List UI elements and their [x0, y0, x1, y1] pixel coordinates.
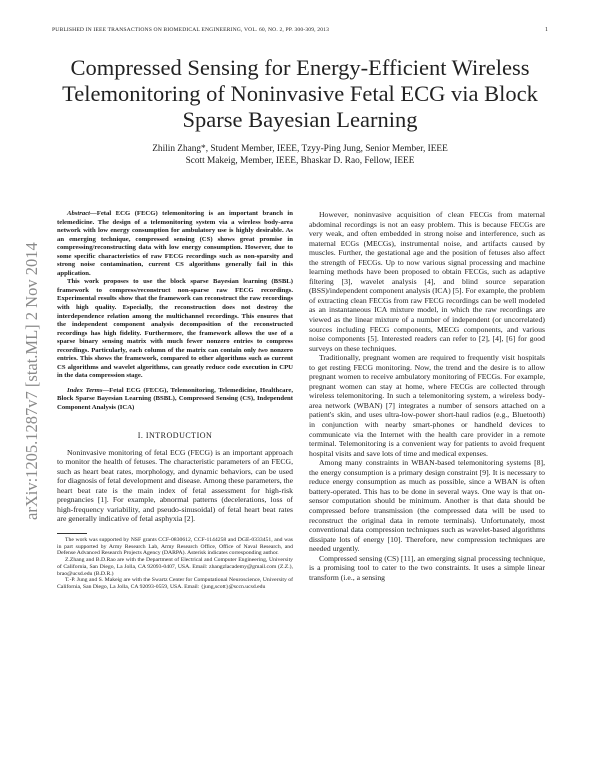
body-paragraph-4: Among many constraints in WBAN-based telemonitoring systems [8], the energy consumption is a primary design constraint [9]. It is necessary to reduce energy consumption as much as possible, since a WBAN is often battery-operated. This has to be done in several ways. One way is that on-sensor computation should be minimum. Another is that data should be compressed before transmission (the compressed data will be used to reconstruct the original data in remote terminals). Unfortunately, most conventional data compression techniques such as wavelet-based algorithms dissipate lots of energy [10]. Therefore, new compression techniques are needed urgently.	[309, 458, 545, 554]
body-paragraph-3: Traditionally, pregnant women are required to frequently visit hospitals to get resting FECG monitoring. Now, the trend and the desire is to allow pregnant women to receive ambulatory monitoring of FECGs. For example, pregnant women can stay at home, where FECGs are collected through wireless telemonitoring. In such a telemonitoring system, a wireless body-area network (WBAN) [7] integrates a number of sensors attached on a patient's skin, and uses ultra-low-power short-haul radios (e.g., Bluetooth) in conjunction with nearby smart-phones or handheld devices to communicate via the Internet with the health care provider in a remote terminal. Telemonitoring is a convenient way for patients to avoid frequent hospital visits and save lots of time and medical expenses.	[309, 353, 545, 458]
body-paragraph-2: However, noninvasive acquisition of clean FECGs from maternal abdominal recordings is not an easy problem. This is because FECGs are very weak, and often embedded in strong noise and interference, such as maternal ECGs (MECGs), instrumental noise, and artifacts caused by muscles. Further, the gestational age and the position of fetuses also affect the strength of FECGs. Up to now various signal processing and machine learning methods have been proposed to obtain FECGs, such as adaptive filtering [3], wavelet analysis [4], and blind source separation (BSS)/independent component analysis (ICA) [5]. For example, the problem of extracting clean FECGs from raw FECG recordings can be well modeled as an instantaneous ICA mixture model, in which the raw recordings are viewed as the linear mixture of a number of independent (or uncorrelated) sources including FECG components, MECG components, and various noise components [5]. Interested readers can refer to [2], [4], [6] for good surveys on these techniques.	[309, 210, 545, 353]
journal-citation: PUBLISHED IN IEEE TRANSACTIONS ON BIOMEDICAL ENGINEERING, VOL. 60, NO. 2, PP. 300-309, 2013	[52, 27, 330, 33]
abstract-paragraph-2	[57, 278, 293, 381]
abstract-text-1: —Fetal ECG (FECG) telemonitoring is an important branch in telemedicine. The design of a telemonitoring system via a wireless body-area network with low energy consumption for ambulatory use is highly desirable. As an emerging technique, compressed sensing (CS) shows great promise in compressing/reconstructing data with low energy consumption. However, due to some specific characteristics of raw FECG recordings such as non-sparsity and strong noise contamination, current CS algorithms generally fail in this application.	[57, 210, 293, 277]
page-number: 1	[545, 27, 548, 33]
footnote-funding: The work was supported by NSF grants CCF-0830612, CCF-1144258 and DGE-0333451, and was in part supported by Army Research Lab, Army Research Office, Office of Naval Research, and Defense Advanced Research Projects Agency (DARPA). Asterisk indicates corresponding author.	[57, 536, 293, 557]
index-terms-text: —Fetal ECG (FECG), Telemonitoring, Telemedicine, Healthcare, Block Sparse Bayesian Learning (BSBL), Compressed Sensing (CS), Independent Component Analysis (ICA)	[57, 386, 293, 412]
abstract-paragraph-1	[57, 210, 293, 278]
left-column	[57, 210, 293, 591]
index-terms	[57, 387, 293, 413]
abstract-emphasis: two	[258, 346, 268, 354]
index-terms-label: Index Terms	[67, 386, 103, 394]
footnote-divider	[57, 533, 87, 534]
author-line-1: Zhilin Zhang*, Student Member, IEEE, Tzyy-Ping Jung, Senior Member, IEEE	[152, 144, 448, 154]
body-paragraph-5: Compressed sensing (CS) [11], an emerging signal processing technique, is a promising tool to cater to the two constraints. It uses a simple linear transform (i.e., a sensing	[309, 553, 545, 582]
arxiv-stamp: arXiv:1205.1287v7 [stat.ML] 2 Nov 2014	[22, 242, 41, 520]
right-column	[309, 210, 545, 582]
footnote-affiliation-2: T.-P. Jung and S. Makeig are with the Swartz Center for Computational Neuroscience, University of California, San Diego, La Jolla, CA 92093-0559, USA. Email: {jung,scott}@sccn.ucsd.edu	[57, 577, 293, 591]
intro-paragraph-1: Noninvasive monitoring of fetal ECG (FECG) is an important approach to monitor the health of fetuses. The characteristic parameters of an FECG, such as heart beat rates, morphology, and dynamic behaviors, can be used for diagnosis of fetal development and disease. Among these parameters, the heart beat rate is the main index of fetal assessment for high-risk pregnancies [1]. For example, abnormal patterns (decelerations, loss of high-frequency variability, and pseudo-sinusoidal) of fetal heart beat rates are generally indicative of fetal asphyxia [2].	[57, 447, 293, 524]
author-block	[60, 143, 540, 167]
abstract	[57, 210, 293, 381]
author-line-2: Scott Makeig, Member, IEEE, Bhaskar D. Rao, Fellow, IEEE	[185, 156, 415, 166]
abstract-text-2b: nonzero entries. This shows the framework, compared to other algorithms such as current CS algorithms and wavelet algorithms, can greatly reduce code execution in CPU in the data compression stage.	[57, 346, 293, 380]
footnote-affiliation-1: Z.Zhang and B.D.Rao are with the Department of Electrical and Computer Engineering, University of California, San Diego, La Jolla, CA 92093-0407, USA. Email: zhangzlacademy@gmail.com (Z.Z.), brao@ucsd.edu (B.D.R.)	[57, 557, 293, 577]
running-header	[52, 27, 548, 37]
paper-title: Compressed Sensing for Energy-Efficient Wireless Telemonitoring of Noninvasive Fetal ECG via Block Sparse Bayesian Learning	[62, 55, 538, 132]
abstract-label: Abstract	[67, 210, 91, 217]
section-heading-introduction: I. INTRODUCTION	[137, 430, 213, 440]
abstract-text-2a: This work proposes to use the block sparse Bayesian learning (BSBL) framework to compress/reconstruct non-sparse raw FECG recordings. Experimental results show that the framework can reconstruct the raw recordings with high quality. Especially, the reconstruction does not destroy the interdependence relation among the multichannel recordings. This ensures that the independent component analysis decomposition of the reconstructed recordings has high fidelity. Furthermore, the framework allows the use of a sparse binary sensing matrix with much fewer nonzero entries to compress recordings. Particularly, each column of the matrix can contain only	[57, 278, 293, 354]
